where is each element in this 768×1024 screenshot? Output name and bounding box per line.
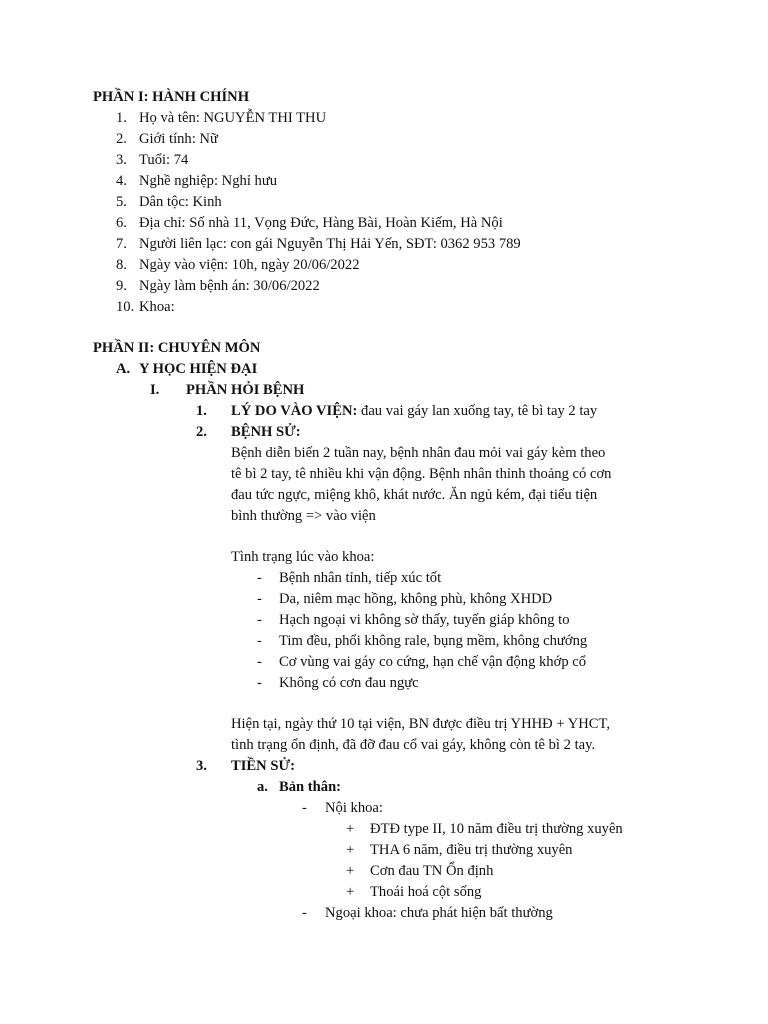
list-item-number: 7. [116, 236, 127, 252]
list-item-department: Khoa: [139, 299, 175, 315]
plus-bullet: + [346, 821, 355, 837]
plus-bullet: + [346, 863, 355, 879]
plus-bullet: + [346, 884, 355, 900]
personal-marker: a. [257, 779, 268, 795]
internal-item: THA 6 năm, điều trị thường xuyên [370, 842, 573, 858]
list-item-occupation: Nghề nghiệp: Nghỉ hưu [139, 173, 278, 189]
dash-bullet: - [257, 612, 262, 628]
list-item-number: 4. [116, 173, 127, 189]
dash-bullet: - [257, 633, 262, 649]
admission-item: Da, niêm mạc hồng, không phù, không XHDD [279, 591, 553, 607]
list-item-gender: Giới tính: Nữ [139, 131, 218, 147]
dash-bullet: - [257, 675, 262, 691]
admission-item: Không có cơn đau ngực [279, 675, 419, 691]
admission-item: Hạch ngoại vi không sờ thấy, tuyến giáp không to [279, 612, 570, 628]
internal-item: Thoái hoá cột sống [370, 884, 482, 900]
past-history-number: 3. [196, 758, 207, 774]
reason-label: LÝ DO VÀO VIỆN: [231, 403, 358, 419]
surgery-history: Ngoại khoa: chưa phát hiện bất thường [325, 905, 553, 921]
list-item-record-date: Ngày làm bệnh án: 30/06/2022 [139, 278, 320, 294]
list-item-address: Địa chỉ: Số nhà 11, Vọng Đức, Hàng Bài, Hoàn Kiếm, Hà Nội [139, 215, 503, 231]
list-item-number: 2. [116, 131, 127, 147]
dash-bullet: - [257, 570, 262, 586]
reason-text: đau vai gáy lan xuống tay, tê bì tay 2 tay [357, 403, 598, 419]
admission-item: Tim đều, phổi không rale, bụng mềm, không chướng [279, 633, 588, 649]
internal-medicine-label: Nội khoa: [325, 800, 383, 816]
reason-number: 1. [196, 403, 207, 419]
dash-bullet: - [302, 905, 307, 921]
list-item-ethnicity: Dân tộc: Kinh [139, 194, 222, 210]
section-i-title: PHẦN HỎI BỆNH [186, 382, 305, 398]
section-i-marker: I. [150, 382, 160, 398]
plus-bullet: + [346, 842, 355, 858]
history-paragraph-line: Bệnh diễn biến 2 tuần nay, bệnh nhân đau mỏi vai gáy kèm theo [231, 445, 606, 461]
list-item-name: Họ và tên: NGUYỄN THI THU [139, 110, 327, 126]
personal-label: Bản thân: [279, 779, 342, 795]
history-paragraph-line: tê bì 2 tay, tê nhiều khi vận động. Bệnh nhân thỉnh thoảng có cơn [231, 466, 612, 482]
section-a-marker: A. [116, 361, 131, 377]
list-item-number: 1. [116, 110, 127, 126]
admission-status-label: Tình trạng lúc vào khoa: [231, 549, 375, 565]
list-item-number: 9. [116, 278, 127, 294]
internal-item: Cơn đau TN Ổn định [370, 863, 494, 879]
list-item-contact: Người liên lạc: con gái Nguyễn Thị Hải Yến, SĐT: 0362 953 789 [139, 236, 521, 252]
history-paragraph-line: đau tức ngực, miệng khô, khát nước. Ăn ngủ kém, đại tiểu tiện [231, 487, 598, 503]
list-item-admission-date: Ngày vào viện: 10h, ngày 20/06/2022 [139, 257, 360, 273]
current-status-line: tình trạng ổn định, đã đỡ đau cổ vai gáy, không còn tê bì 2 tay. [231, 737, 596, 753]
list-item-number: 3. [116, 152, 127, 168]
list-item-age: Tuổi: 74 [139, 152, 189, 168]
list-item-number: 5. [116, 194, 127, 210]
current-status-line: Hiện tại, ngày thứ 10 tại viện, BN được điều trị YHHĐ + YHCT, [231, 716, 610, 732]
part2-heading: PHẦN II: CHUYÊN MÔN [93, 340, 261, 356]
dash-bullet: - [257, 591, 262, 607]
past-history-label: TIỀN SỬ: [231, 758, 295, 774]
list-item-number: 8. [116, 257, 127, 273]
list-item-number: 10. [116, 299, 135, 315]
history-number: 2. [196, 424, 207, 440]
history-paragraph-line: bình thường => vào viện [231, 508, 376, 524]
admission-item: Bệnh nhân tỉnh, tiếp xúc tốt [279, 570, 442, 586]
list-item-number: 6. [116, 215, 127, 231]
reason-line [231, 401, 597, 421]
dash-bullet: - [257, 654, 262, 670]
admission-item: Cơ vùng vai gáy co cứng, hạn chế vận động khớp cổ [279, 654, 587, 670]
dash-bullet: - [302, 800, 307, 816]
history-label: BỆNH SỬ: [231, 424, 301, 440]
internal-item: ĐTĐ type II, 10 năm điều trị thường xuyên [370, 821, 623, 837]
part1-heading: PHẦN I: HÀNH CHÍNH [93, 89, 250, 105]
section-a-title: Y HỌC HIỆN ĐẠI [139, 361, 258, 377]
